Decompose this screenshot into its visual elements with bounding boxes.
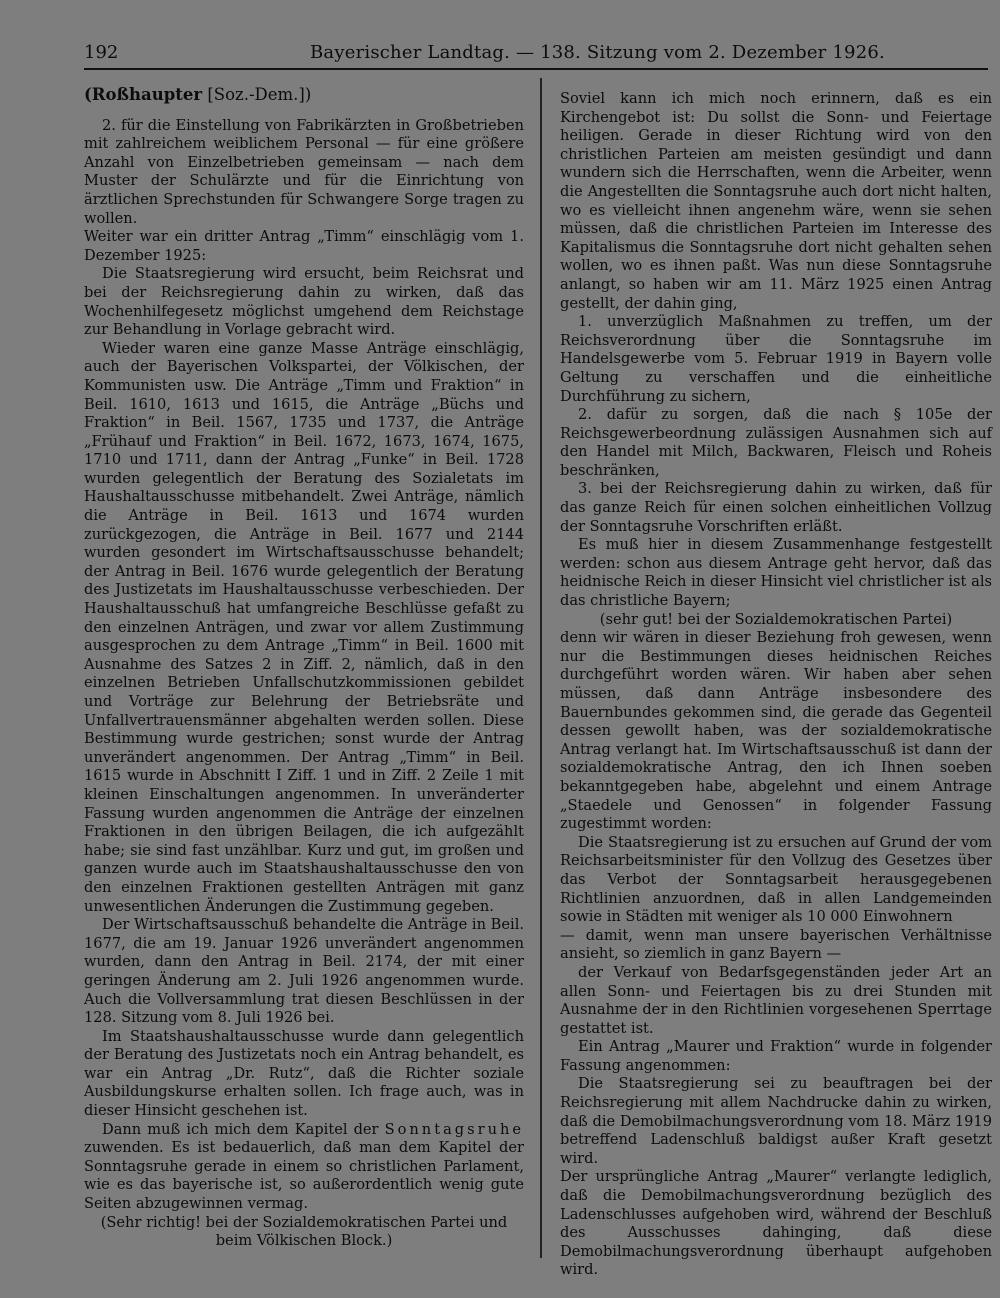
page-number: 192 [84,42,119,63]
paragraph: Im Staatshaushaltausschusse wurde dann gelegentlich der Beratung des Justizetats noch ein Antrag behandelt, es war ein Antrag „Dr. Rutz“, daß die Richter soziale Ausbildungskurse erhalten sollen. Ich frage auch, was in dieser Hinsicht geschehen ist. [84,1027,524,1120]
text-run: zuwenden. Es ist bedauerlich, daß man dem Kapitel der Sonntagsruhe gerade in einem so christlichen Parlament, wie es das bayerische ist, so außerordentlich wenig gute Seiten abzugewinnen vermag. [84,1139,524,1213]
paragraph: — damit, wenn man unsere bayerischen Verhältnisse ansieht, so ziemlich in ganz Bayern — [560,926,992,963]
paragraph: Es muß hier in diesem Zusammenhange festgestellt werden: schon aus diesem Antrage geht hervor, daß das heidnische Reich in dieser Hinsicht viel christlicher ist als das christliche Bayern; [560,536,992,610]
left-column [84,86,524,1251]
paragraph: Weiter war ein dritter Antrag „Timm“ einschlägig vom 1. Dezember 1925: [84,228,524,264]
paragraph [84,1121,524,1214]
speaker-heading [84,86,524,105]
list-item: 2. dafür zu sorgen, daß die nach § 105e der Reichsgewerbeordnung zulässigen Ausnahmen sich auf den Handel mit Milch, Backwaren, Fleisch und Roheis beschränken, [560,406,992,479]
paragraph: Der ursprüngliche Antrag „Maurer“ verlangte lediglich, daß die Demobilmachungsverordnung bezüglich des Ladenschlusses aufgehoben wird, während der Beschluß des Ausschusses dahinging, daß diese Demobilmachungsverordnung überhaupt aufgehoben wird. [560,1168,992,1279]
quoted-motion: Die Staatsregierung wird ersucht, beim Reichsrat und bei der Reichsregierung dahin zu wirken, daß das Wochenhilfegesetz möglichst umgehend dem Reichstage zur Behandlung in Vorlage gebracht wird. [84,265,524,339]
interjection: (sehr gut! bei der Sozialdemokratischen Partei) [599,610,953,628]
paragraph: Der Wirtschaftsausschuß behandelte die Anträge in Beil. 1677, die am 19. Januar 1926 unverändert angenommen wurden, dann den Antrag in Beil. 2174, der mit einer geringen Änderung am 2. Juli 1926 angenommen wurde. Auch die Vollversammlung trat diesen Beschlüssen in der 128. Sitzung vom 8. Juli 1926 bei. [84,916,524,1027]
header-rule [84,68,988,70]
emphasized-term: Sonntagsruhe [384,1120,525,1138]
interjection: (Sehr richtig! bei der Sozialdemokratischen Partei und beim Völkischen Block.) [100,1213,508,1250]
list-item: 3. bei der Reichsregierung dahin zu wirken, daß für das ganze Reich für einen solchen einheitlichen Vollzug der Sonntagsruhe Vorschriften erläßt. [560,480,992,535]
right-column [560,90,992,1280]
quoted-motion: Die Staatsregierung sei zu beauftragen bei der Reichsregierung mit allem Nachdrucke dahin zu wirken, daß die Demobilmachungsverordnung vom 18. März 1919 betreffend Ladenschluß baldigst außer Kraft gesetzt wird. [560,1075,992,1167]
list-item: 1. unverzüglich Maßnahmen zu treffen, um der Reichsverordnung über die Sonntagsruhe im Handelsgewerbe vom 5. Februar 1919 in Bayern volle Geltung zu verschaffen und die einheitliche Durchführung zu sichern, [560,313,992,405]
paragraph: denn wir wären in dieser Beziehung froh gewesen, wenn nur die Bestimmungen dieses heidnischen Reiches durchgeführt worden wären. Wir haben aber sehen müssen, daß dann Anträge insbesondere des Bauernbundes gekommen sind, die gerade das Gegenteil dessen gewollt haben, was der sozialdemokratische Antrag verlangt hat. Im Wirtschaftsausschuß ist dann der sozialdemokratische Antrag, den ich Ihnen soeben bekanntgegeben habe, abgelehnt und einem Antrage „Staedele und Genossen“ in folgender Fassung zugestimmt worden: [560,629,992,833]
paragraph: Ein Antrag „Maurer und Fraktion“ wurde in folgender Fassung angenommen: [560,1038,992,1074]
paragraph: Soviel kann ich mich noch erinnern, daß es ein Kirchengebot ist: Du sollst die Sonn- und Feiertage heiligen. Gerade in dieser Richtung wird von den christlichen Parteien am meisten gesündigt und dann wundern sich die Herrschaften, wenn die Arbeiter, wenn die Angestellten die Sonntagsruhe auch dort nicht halten, wo es vielleicht ihnen angenehm wäre, wenn sie sehen müssen, daß die christlichen Parteien im Interesse des Kapitalismus die Sonntagsruhe dort nicht gehalten sehen wollen, wo es ihnen paßt. Was nun diese Sonntagsruhe anlangt, so haben wir am 11. März 1925 einen Antrag gestellt, der dahin ging, [560,90,992,312]
column-divider [540,78,542,1258]
quoted-motion: Die Staatsregierung ist zu ersuchen auf Grund der vom Reichsarbeitsminister für den Vollzug des Gesetzes über das Verbot der Sonntagsarbeit herausgegebenen Richtlinien anzuordnen, daß in allen Landgemeinden sowie in Städten mit weniger als 10 000 Einwohnern [560,833,992,926]
quoted-motion: der Verkauf von Bedarfsgegenständen jeder Art an allen Sonn- und Feiertagen bis zu drei Stunden mit Ausnahme der in den Richtlinien vorgesehenen Sperrtage gestattet ist. [560,963,992,1037]
page-title: Bayerischer Landtag. — 138. Sitzung vom 2. Dezember 1926. [310,42,885,63]
page-header [84,42,990,66]
text-run: Dann muß ich mich dem Kapitel der [102,1120,379,1138]
paragraph: Wieder waren eine ganze Masse Anträge einschlägig, auch der Bayerischen Volkspartei, der Völkischen, der Kommunisten usw. Die Anträge „Timm und Fraktion“ in Beil. 1610, 1613 und 1615, die Anträge „Büchs und Fraktion“ in Beil. 1567, 1735 und 1737, die Anträge „Frühauf und Fraktion“ in Beil. 1672, 1673, 1674, 1675, 1710 und 1711, dann der Antrag „Funke“ in Beil. 1728 wurden gelegentlich der Beratung des Sozialetats im Haushaltausschusse mitbehandelt. Zwei Anträge, nämlich die Anträge in Beil. 1613 und 1674 wurden zurückgezogen, die Anträge in Beil. 1677 und 2144 wurden gesondert im Wirtschaftsausschusse behandelt; der Antrag in Beil. 1676 wurde gelegentlich der Beratung des Justizetats im Haushaltausschusse verbeschieden. Der Haushaltausschuß hat umfangreiche Beschlüsse gefaßt zu den einzelnen Anträgen, und zwar vor allem Zustimmung ausgesprochen zu dem Antrage „Timm“ in Beil. 1600 mit Ausnahme des Satzes 2 in Ziff. 2, nämlich, daß in den einzelnen Betrieben Unfallschutzkommissionen gebildet und Vorträge zur Belehrung der Betriebsräte und Unfallvertrauensmänner abgehalten werden sollen. Diese Bestimmung wurde gestrichen; sonst wurde der Antrag unverändert angenommen. Der Antrag „Timm“ in Beil. 1615 wurde in Abschnitt I Ziff. 1 und in Ziff. 2 Zeile 1 mit kleinen Einschaltungen angenommen. In unveränderter Fassung wurden angenommen die Anträge der einzelnen Fraktionen in den übrigen Beilagen, die ich aufgezählt habe; sie sind fast unzählbar. Kurz und gut, im großen und ganzen wurde auch im Staatshaushaltausschusse den von den einzelnen Fraktionen gestellten Anträgen mit ganz unwesentlichen Änderungen die Zustimmung gegeben. [84,339,524,915]
speaker-name: (Roßhaupter [84,85,203,104]
speaker-party: [Soz.-Dem.]) [207,85,312,104]
list-item: 2. für die Einstellung von Fabrikärzten in Großbetrieben mit zahlreichem weiblichem Personal — für eine größere Anzahl von Einzelbetrieben gemeinsam — nach dem Muster der Schulärzte und für die Einrichtung von ärztlichen Sprechstunden für Schwangere Sorge tragen zu wollen. [84,116,524,227]
